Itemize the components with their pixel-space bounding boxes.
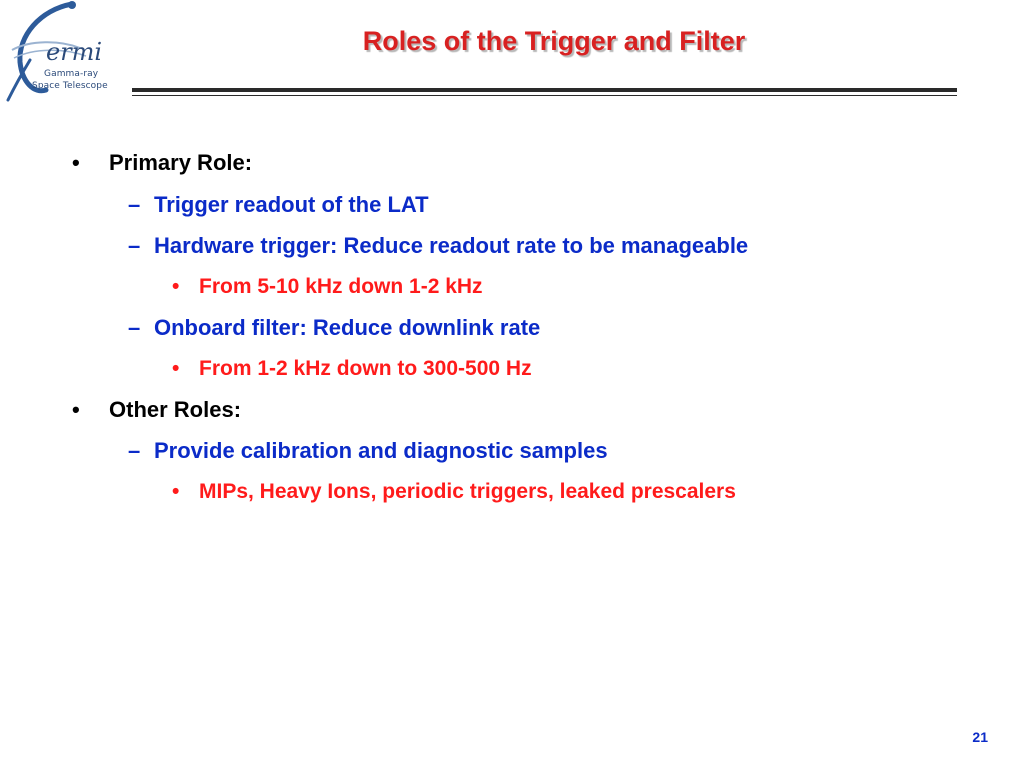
bullet-text: Hardware trigger: Reduce readout rate to be manageable <box>154 233 749 258</box>
page-number: 21 <box>972 729 988 745</box>
bullet-marker: – <box>128 192 141 217</box>
logo-tagline <box>32 68 108 92</box>
slide-title: Roles of the Trigger and Filter <box>362 26 746 56</box>
title-divider-thin <box>132 95 957 96</box>
svg-text:ermi: ermi <box>46 38 103 66</box>
bullet-marker: • <box>172 480 180 503</box>
bullet-text: Other Roles: <box>109 397 242 422</box>
bullet-text: Trigger readout of the LAT <box>154 192 429 217</box>
bullet-text: Primary Role: <box>109 150 253 175</box>
bullet-text: From 1-2 kHz down to 300-500 Hz <box>199 357 532 380</box>
bullet-marker: • <box>72 150 80 175</box>
bullet-marker: • <box>172 275 180 298</box>
bullet-text: Provide calibration and diagnostic samples <box>154 438 608 463</box>
logo-tagline-line2: Space Telescope <box>32 81 108 91</box>
bullet-marker: – <box>128 233 141 258</box>
bullet-marker: – <box>128 438 141 463</box>
bullet-text: Onboard filter: Reduce downlink rate <box>154 315 541 340</box>
bullet-marker: • <box>72 397 80 422</box>
bullet-text: MIPs, Heavy Ions, periodic triggers, leaked prescalers <box>199 480 736 503</box>
logo-tagline-line1: Gamma-ray <box>44 69 99 79</box>
bullet-marker: – <box>128 315 141 340</box>
bullet-marker: • <box>172 357 180 380</box>
bullet-text: From 5-10 kHz down 1-2 kHz <box>199 275 483 298</box>
title-divider <box>132 88 957 92</box>
